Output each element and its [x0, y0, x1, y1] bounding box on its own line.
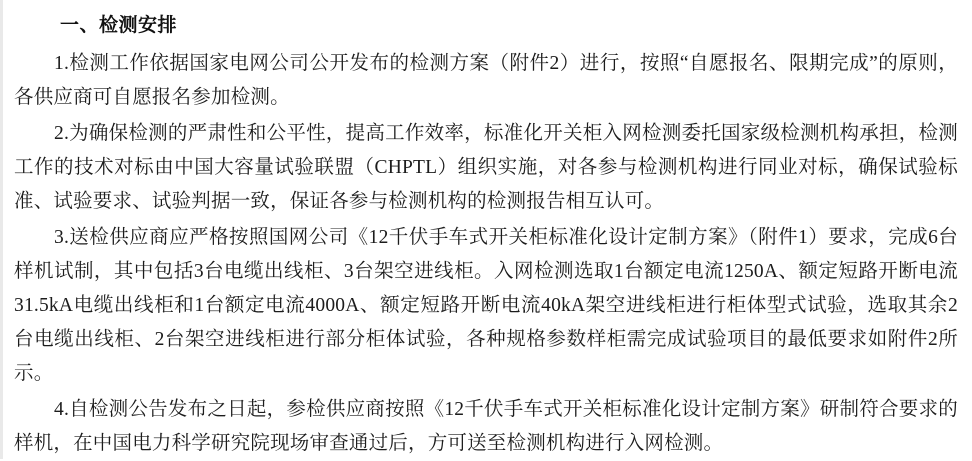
page-left-margin-rule: [0, 0, 3, 459]
paragraph-1: 1.检测工作依据国家电网公司公开发布的检测方案（附件2）进行，按照“自愿报名、限期完成”的原则，各供应商可自愿报名参加检测。: [14, 53, 958, 108]
paragraph-3: 3.送检供应商应严格按照国网公司《12千伏手车式开关柜标准化设计定制方案》（附件1）要求，完成6台样机试制，其中包括3台电缆出线柜、3台架空进线柜。入网检测选取1台额定电流1250A、额定短路开断电流31.5kA电缆出线柜和1台额定电流4000A、额定短路开断电流40kA架空进线柜进行柜体型式试验，选取其余2台电缆出线柜、2台架空进线柜进行部分柜体试验，各种规格参数样柜需完成试验项目的最低要求如附件2所示。: [14, 227, 958, 384]
paragraph-2: 2.为确保检测的严肃性和公平性，提高工作效率，标准化开关柜入网检测委托国家级检测机构承担，检测工作的技术对标由中国大容量试验联盟（CHPTL）组织实施，对各参与检测机构进行同业对标，确保试验标准、试验要求、试验判据一致，保证各参与检测机构的检测报告相互认可。: [14, 123, 958, 212]
paragraph-4: 4.自检测公告发布之日起，参检供应商按照《12千伏手车式开关柜标准化设计定制方案》研制符合要求的样机，在中国电力科学研究院现场审查通过后，方可送至检测机构进行入网检测。: [14, 399, 958, 454]
section-heading: 一、检测安排: [60, 15, 178, 36]
